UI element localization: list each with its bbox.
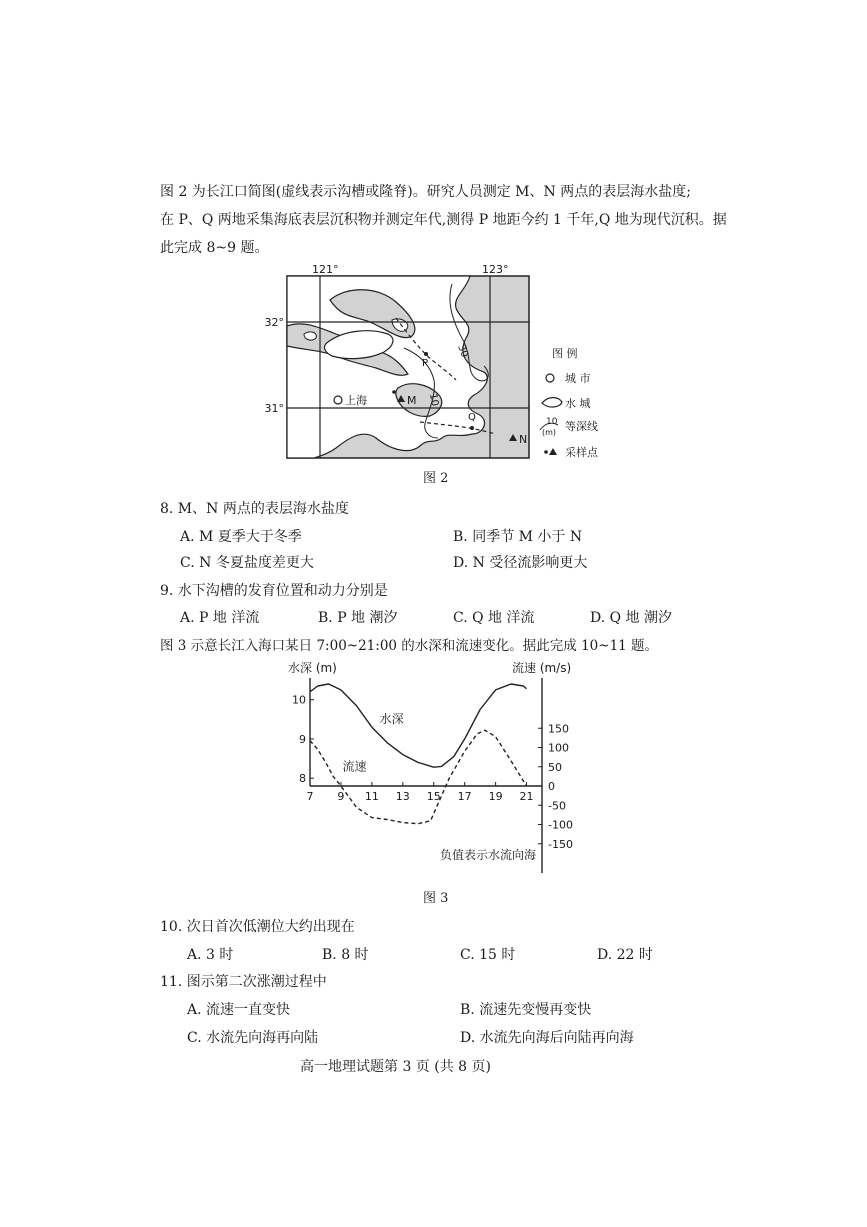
- x-tick-label-9: 9: [337, 790, 345, 803]
- point-q-icon: [470, 426, 474, 430]
- right-tick-label-0: 0: [548, 780, 555, 793]
- contour-30-label: 30: [455, 343, 470, 359]
- legend-title: 图 例: [552, 347, 578, 360]
- lon-left-label: 121°: [312, 263, 339, 276]
- city-label: 上海: [345, 394, 367, 407]
- right-tick-label--50: -50: [548, 799, 566, 813]
- q11-stem: 11. 图示第二次涨潮过程中: [160, 974, 327, 990]
- legend-sample-dot-a-icon: [544, 450, 548, 454]
- contour-10-label: 10: [427, 392, 441, 408]
- x-tick-label-11: 11: [364, 790, 379, 803]
- q10-option-d: D. 22 时: [597, 947, 653, 963]
- legend-contour-unit: (m): [542, 428, 557, 437]
- right-tick-label-150: 150: [548, 722, 569, 736]
- q9-option-b: B. P 地 潮汐: [318, 610, 398, 626]
- figure-3-chart: [270, 658, 600, 884]
- q11-option-a: A. 流速一直变快: [187, 1002, 291, 1018]
- q11-option-c: C. 水流先向海再向陆: [187, 1030, 319, 1046]
- q9-option-c: C. Q 地 洋流: [453, 610, 535, 626]
- series-line-speed: [310, 730, 527, 824]
- q8-option-c: C. N 冬夏盐度差更大: [180, 555, 314, 571]
- intro-line-1: 图 2 为长江口简图(虚线表示沟槽或隆脊)。研究人员测定 M、N 两点的表层海水盐度;: [160, 184, 691, 200]
- q8-stem: 8. M、N 两点的表层海水盐度: [160, 501, 349, 517]
- series-label-speed: 流速: [342, 759, 367, 774]
- x-tick-label-13: 13: [395, 790, 410, 803]
- left-tick-label-10: 10: [292, 693, 306, 707]
- legend-contour-label: 等深线: [565, 420, 598, 433]
- q9-option-a: A. P 地 洋流: [180, 610, 260, 626]
- intro-line-2: 在 P、Q 两地采集海底表层沉积物并测定年代,测得 P 地距今约 1 千年,Q 地为现代沉积。据: [160, 212, 727, 228]
- q10-stem: 10. 次日首次低潮位大约出现在: [160, 919, 355, 935]
- series-line-depth: [310, 684, 527, 767]
- q11-option-b: B. 流速先变慢再变快: [460, 1002, 592, 1018]
- figure-2-caption: 图 2: [423, 471, 449, 486]
- figure-2-map: [264, 262, 630, 488]
- lon-right-label: 123°: [482, 263, 509, 276]
- q11-option-d: D. 水流先向海后向陆再向海: [460, 1030, 634, 1046]
- q8-option-b: B. 同季节 M 小于 N: [453, 529, 583, 545]
- figure-3-caption: 图 3: [423, 891, 449, 906]
- right-tick-label-50: 50: [548, 760, 562, 774]
- right-tick-label-100: 100: [548, 741, 569, 755]
- page-footer: 高一地理试题第 3 页 (共 8 页): [300, 1059, 491, 1075]
- left-tick-label-8: 8: [299, 772, 306, 786]
- right-tick-label--150: -150: [548, 837, 573, 851]
- legend-city-icon: [546, 374, 554, 382]
- q8-option-d: D. N 受径流影响更大: [453, 555, 588, 571]
- lat-top-label: 32°: [264, 316, 284, 329]
- point-m-label: M: [407, 394, 417, 407]
- legend-water-city-icon: [542, 398, 562, 407]
- lat-bottom-label: 31°: [264, 402, 284, 415]
- x-tick-label-21: 21: [519, 790, 534, 803]
- point-p-icon: [424, 352, 428, 356]
- q9-option-d: D. Q 地 潮汐: [590, 610, 673, 626]
- q10-option-a: A. 3 时: [187, 947, 234, 963]
- x-tick-label-17: 17: [457, 790, 472, 803]
- right-tick-label--100: -100: [548, 818, 573, 832]
- legend-sample-dot-b-icon: [549, 448, 557, 455]
- legend-sample-label: 采样点: [565, 446, 598, 459]
- q10-option-c: C. 15 时: [460, 947, 516, 963]
- intro2-line: 图 3 示意长江入海口某日 7:00~21:00 的水深和流速变化。据此完成 10~11 题。: [160, 638, 659, 654]
- left-tick-label-9: 9: [299, 732, 306, 746]
- x-tick-label-15: 15: [426, 790, 441, 803]
- legend-water-city-label: 水 城: [565, 397, 591, 410]
- chart-note: 负值表示水流向海: [439, 848, 536, 862]
- point-p-label: P: [422, 358, 429, 369]
- x-tick-label-19: 19: [488, 790, 503, 803]
- x-tick-label-7: 7: [306, 790, 314, 803]
- city-circle-icon: [334, 396, 342, 404]
- q8-option-a: A. M 夏季大于冬季: [180, 529, 302, 545]
- legend-city-label: 城 市: [565, 372, 591, 385]
- point-n-label: N: [519, 433, 528, 446]
- intro-line-3: 此完成 8~9 题。: [160, 240, 269, 256]
- right-axis-label: 流速 (m/s): [512, 661, 572, 675]
- q9-stem: 9. 水下沟槽的发育位置和动力分别是: [160, 583, 388, 599]
- left-axis-label: 水深 (m): [288, 661, 337, 675]
- sample-point-m-icon: [392, 390, 396, 394]
- legend-contour-value: 10: [546, 417, 558, 427]
- series-label-depth: 水深: [379, 712, 404, 727]
- q10-option-b: B. 8 时: [322, 947, 369, 963]
- point-q-label: Q: [468, 412, 476, 423]
